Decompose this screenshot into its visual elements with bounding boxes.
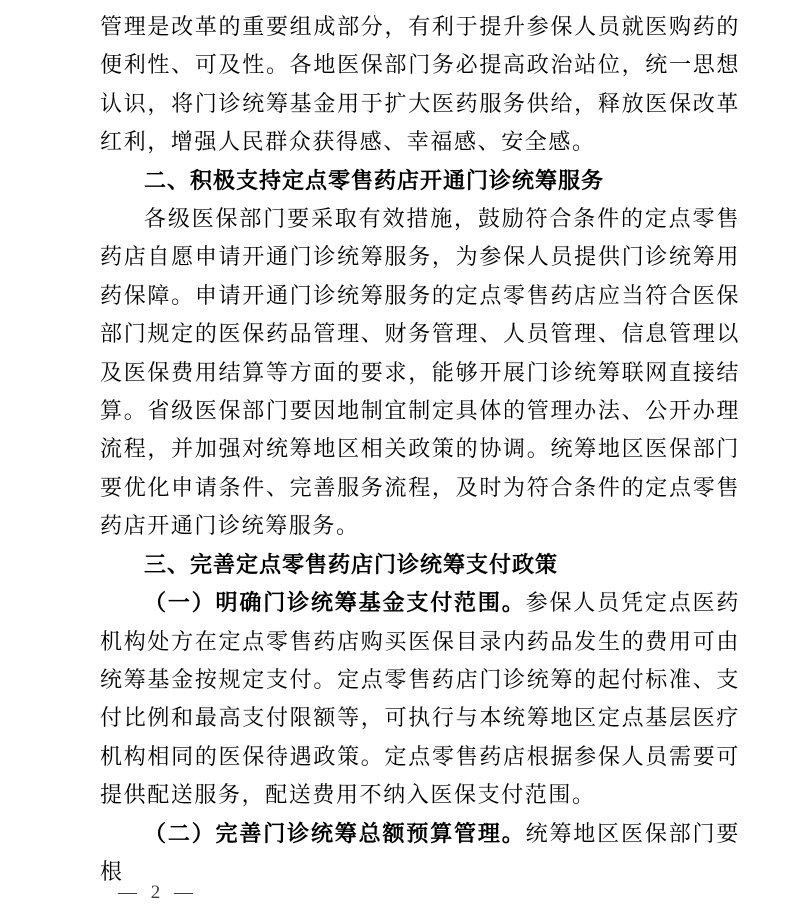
paragraph <box>100 8 740 162</box>
body-text: 统筹地区医保部门要根 <box>100 820 740 884</box>
paragraph <box>100 815 740 892</box>
page-number: — 2 — <box>118 882 193 903</box>
page-footer <box>118 882 193 904</box>
emphasis-text: （一）明确门诊统筹基金支付范围。 <box>144 590 526 616</box>
body-text: 参保人员凭定点医药机构处方在定点零售药店购买医保目录内药品发生的费用可由统筹基金按规定支付。定点零售药店门诊统筹的起付标准、支付比例和最高支付限额等，可执行与本统筹地区定点基层医疗机构相同的医保待遇政策。定点零售药店根据参保人员需要可提供配送服务，配送费用不纳入医保支付范围。 <box>100 590 740 808</box>
paragraph <box>100 584 740 814</box>
section-heading <box>100 162 740 200</box>
document-body <box>100 8 740 891</box>
body-text: 管理是改革的重要组成部分，有利于提升参保人员就医购药的便利性、可及性。各地医保部门务必提高政治站位，统一思想认识，将门诊统筹基金用于扩大医药服务供给，释放医保改革红利，增强人民群众获得感、幸福感、安全感。 <box>100 14 740 155</box>
emphasis-text: 三、完善定点零售药店门诊统筹支付政策 <box>144 551 559 577</box>
section-heading <box>100 546 740 584</box>
emphasis-text: （二）完善门诊统筹总额预算管理。 <box>144 820 526 846</box>
emphasis-text: 二、积极支持定点零售药店开通门诊统筹服务 <box>144 167 605 193</box>
paragraph <box>100 200 740 546</box>
body-text: 各级医保部门要采取有效措施，鼓励符合条件的定点零售药店自愿申请开通门诊统筹服务，为参保人员提供门诊统筹用药保障。申请开通门诊统筹服务的定点零售药店应当符合医保部门规定的医保药品管理、财务管理、人员管理、信息管理以及医保费用结算等方面的要求，能够开展门诊统筹联网直接结算。省级医保部门要因地制宜制定具体的管理办法、公开办理流程，并加强对统筹地区相关政策的协调。统筹地区医保部门要优化申请条件、完善服务流程，及时为符合条件的定点零售药店开通门诊统筹服务。 <box>100 206 740 539</box>
